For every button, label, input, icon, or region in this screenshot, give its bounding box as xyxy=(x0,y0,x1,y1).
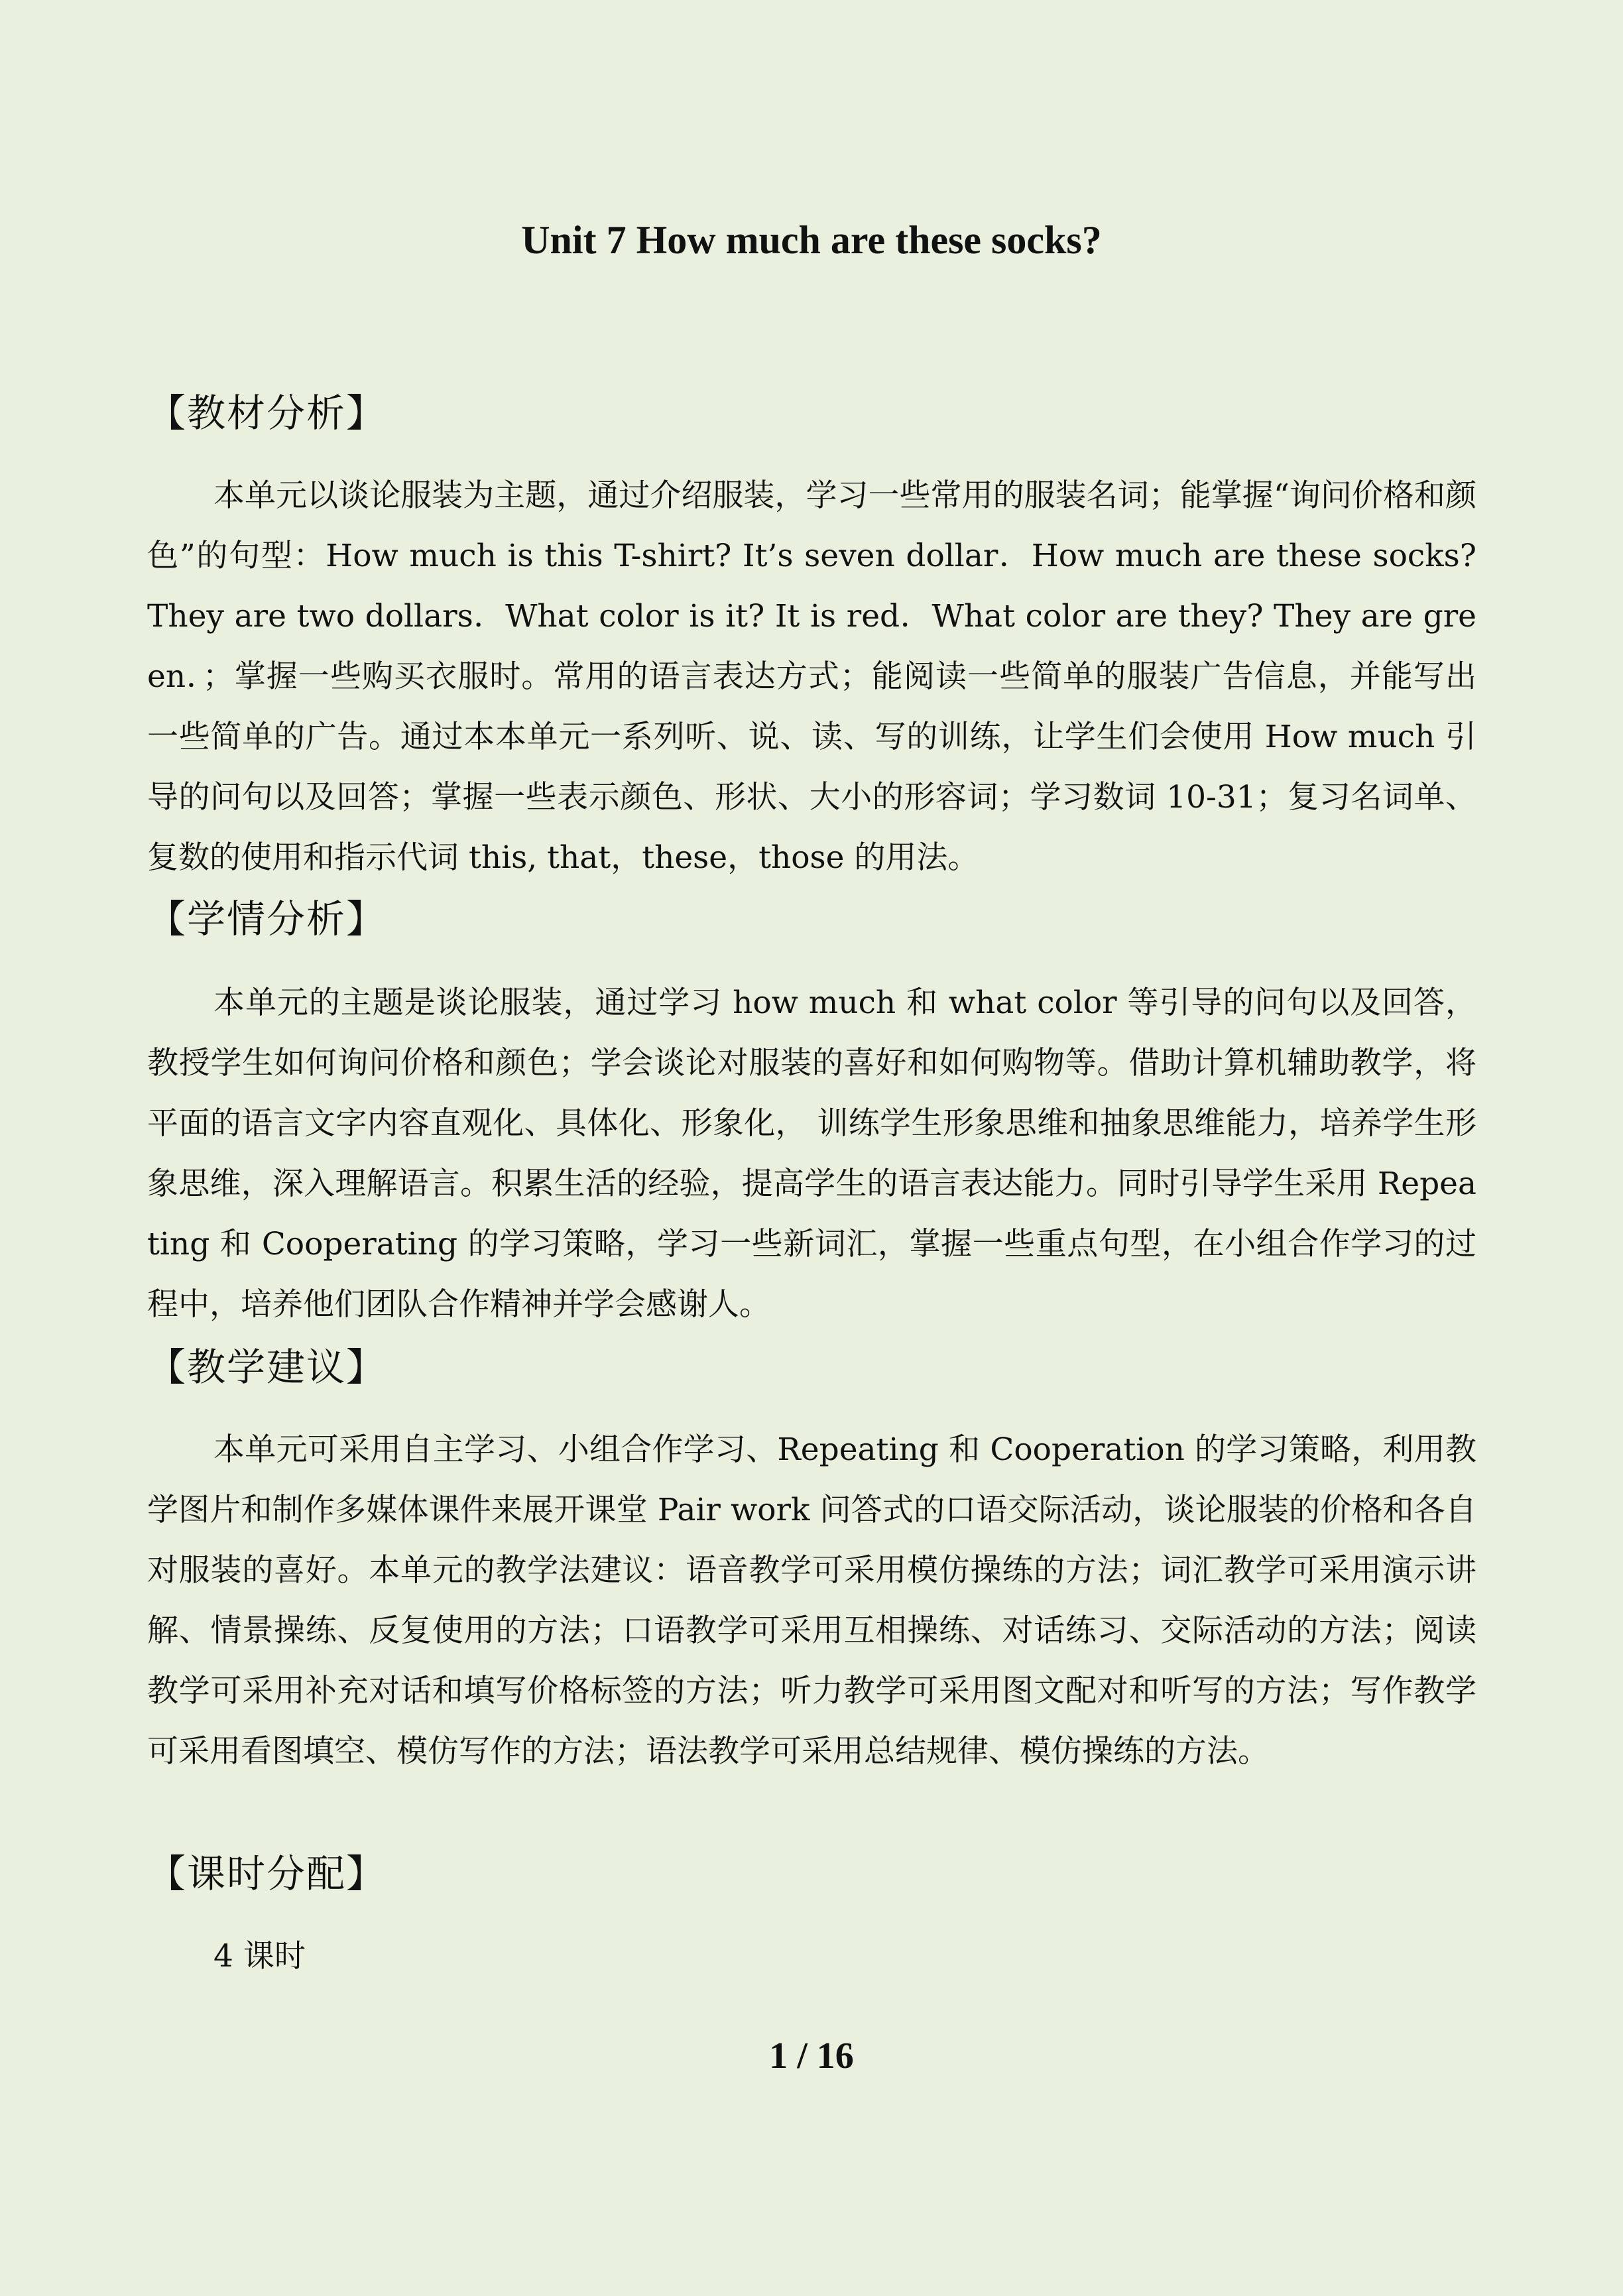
section-body-lesson-allocation: 4 课时 xyxy=(213,1938,306,1974)
section-heading-student-analysis: 【学情分析】 xyxy=(147,896,387,941)
section-body-textbook-analysis: 本单元以谈论服装为主题，通过介绍服装，学习一些常用的服装名词；能掌握“询问价格和颜色”的句型：How much is this T-shirt? It’s seven dollar．How much are these socks? They are two dollars．What color is it? It is red．What color are they? They are green．；掌握一些购买衣服时。常用的语言表达方式；能阅读一些简单的服装广告信息，并能写出一些简单的广告。通过本本单元一系列听、说、读、写的训练，让学生们会使用 How much 引导的问句以及回答；掌握一些表示颜色、形状、大小的形容词；学习数词 10-31；复习名词单、复数的使用和指示代词 this, that，these，those 的用法。 xyxy=(147,477,1476,876)
section-heading-teaching-suggestions: 【教学建议】 xyxy=(147,1345,387,1390)
section-heading-lesson-allocation: 【课时分配】 xyxy=(147,1851,387,1896)
section-heading-textbook-analysis: 【教材分析】 xyxy=(147,391,387,436)
section-body-student-analysis: 本单元的主题是谈论服装，通过学习 how much 和 what color 等引导的问句以及回答，教授学生如何询问价格和颜色；学会谈论对服装的喜好和如何购物等。借助计算机辅助教学，将平面的语言文字内容直观化、具体化、形象化， 训练学生形象思维和抽象思维能力，培养学生形象思维，深入理解语言。积累生活的经验，提高学生的语言表达能力。同时引导学生采用 Repeating 和 Cooperating 的学习策略，学习一些新词汇，掌握一些重点句型，在小组合作学习的过程中，培养他们团队合作精神并学会感谢人。 xyxy=(147,985,1476,1323)
page-number: 1 / 16 xyxy=(769,2035,854,2077)
section-body-teaching-suggestions: 本单元可采用自主学习、小组合作学习、Repeating 和 Cooperation 的学习策略，利用教学图片和制作多媒体课件来展开课堂 Pair work 问答式的口语交际活动，谈论服装的价格和各自对服装的喜好。本单元的教学法建议：语音教学可采用模仿操练的方法；词汇教学可采用演示讲解、情景操练、反复使用的方法；口语教学可采用互相操练、对话练习、交际活动的方法；阅读教学可采用补充对话和填写价格标签的方法；听力教学可采用图文配对和听写的方法；写作教学可采用看图填空、模仿写作的方法；语法教学可采用总结规律、模仿操练的方法。 xyxy=(147,1431,1476,1770)
page-title: Unit 7 How much are these socks? xyxy=(521,218,1102,262)
